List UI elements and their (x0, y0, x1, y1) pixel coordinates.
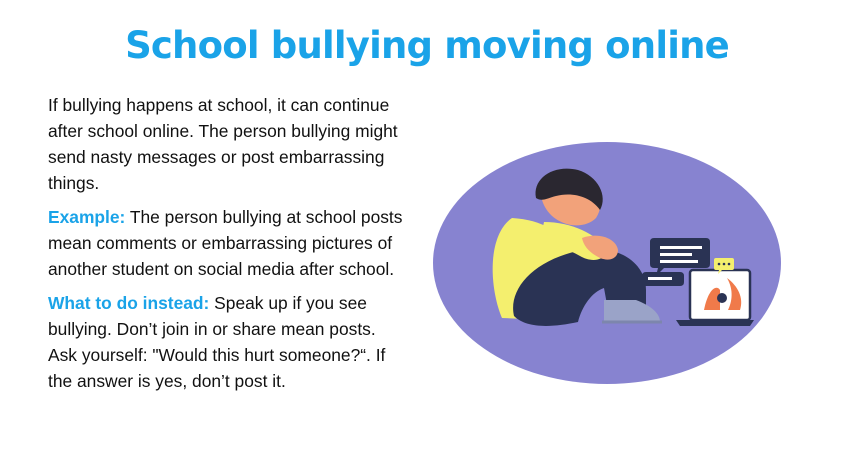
laptop-screen-figure (717, 293, 727, 303)
instead-paragraph (48, 290, 408, 394)
chat-line-4 (648, 277, 672, 280)
intro-text: If bullying happens at school, it can continue after school online. The person bullying might send nasty messages or post embarrassing things. (48, 95, 398, 193)
example-paragraph (48, 204, 408, 282)
laptop-base (676, 320, 754, 326)
body-text (48, 92, 408, 402)
typing-dot (728, 263, 731, 266)
sad-person-cyberbullying-illustration (432, 140, 782, 390)
instead-text: Speak up if you see bullying. Don’t join in or share mean posts. Ask yourself: "Would this hurt someone?“. If the answer is yes, don’t post it. (48, 293, 386, 391)
typing-dot (718, 263, 721, 266)
example-text: The person bullying at school posts mean comments or embarrassing pictures of another student on social media after school. (48, 207, 403, 279)
instead-label: What to do instead: (48, 293, 210, 313)
example-label: Example: (48, 207, 126, 227)
page-title: School bullying moving online (125, 24, 729, 67)
typing-dot (723, 263, 726, 266)
chat-line-2 (660, 253, 692, 256)
chat-line-3 (660, 260, 698, 263)
chat-line-1 (660, 246, 702, 249)
intro-paragraph (48, 92, 408, 196)
